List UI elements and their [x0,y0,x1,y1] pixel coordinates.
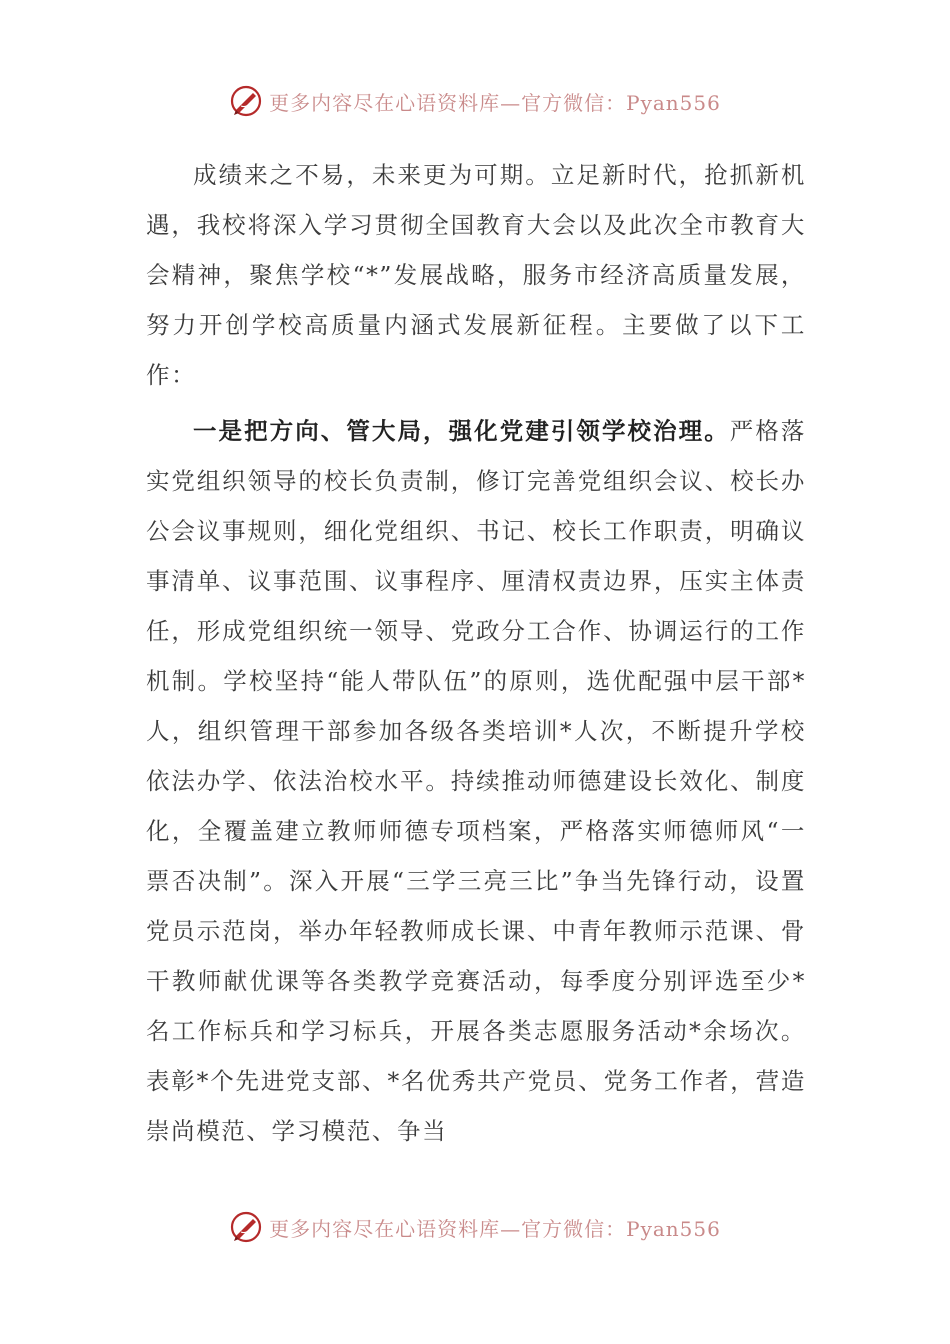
paragraph-party-building [146,406,806,1156]
watermark-text: 更多内容尽在心语资料库—官方微信：Pyan556 [269,1216,721,1241]
header-watermark [0,84,950,118]
paragraph-text: 严格落实党组织领导的校长负责制，修订完善党组织会议、校长办公会议事规则，细化党组织、书记、校长工作职责，明确议事清单、议事范围、议事程序、厘清权责边界，压实主体责任，形成党组织统一领导、党政分工合作、协调运行的工作机制。学校坚持“能人带队伍”的原则，选优配强中层干部*人，组织管理干部参加各级各类培训*人次，不断提升学校依法办学、依法治校水平。持续推动师德建设长效化、制度化，全覆盖建立教师师德专项档案，严格落实师德师风“一票否决制”。深入开展“三学三亮三比”争当先锋行动，设置党员示范岗，举办年轻教师成长课、中青年教师示范课、骨干教师献优课等各类教学竞赛活动，每季度分别评选至少*名工作标兵和学习标兵，开展各类志愿服务活动*余场次。表彰*个先进党支部、*名优秀共产党员、党务工作者，营造崇尚模范、学习模范、争当 [146,417,806,1145]
pen-logo-icon [229,84,263,118]
footer-watermark [0,1210,950,1244]
pen-logo-icon [229,1210,263,1244]
paragraph-lead: 一是把方向、管大局，强化党建引领学校治理。 [193,417,730,445]
document-body [146,150,806,1162]
paragraph-intro [146,150,806,400]
paragraph-text: 成绩来之不易，未来更为可期。立足新时代，抢抓新机遇，我校将深入学习贯彻全国教育大会以及此次全市教育大会精神，聚焦学校“*”发展战略，服务市经济高质量发展，努力开创学校高质量内涵式发展新征程。主要做了以下工作： [146,161,806,389]
watermark-text: 更多内容尽在心语资料库—官方微信：Pyan556 [269,90,721,115]
